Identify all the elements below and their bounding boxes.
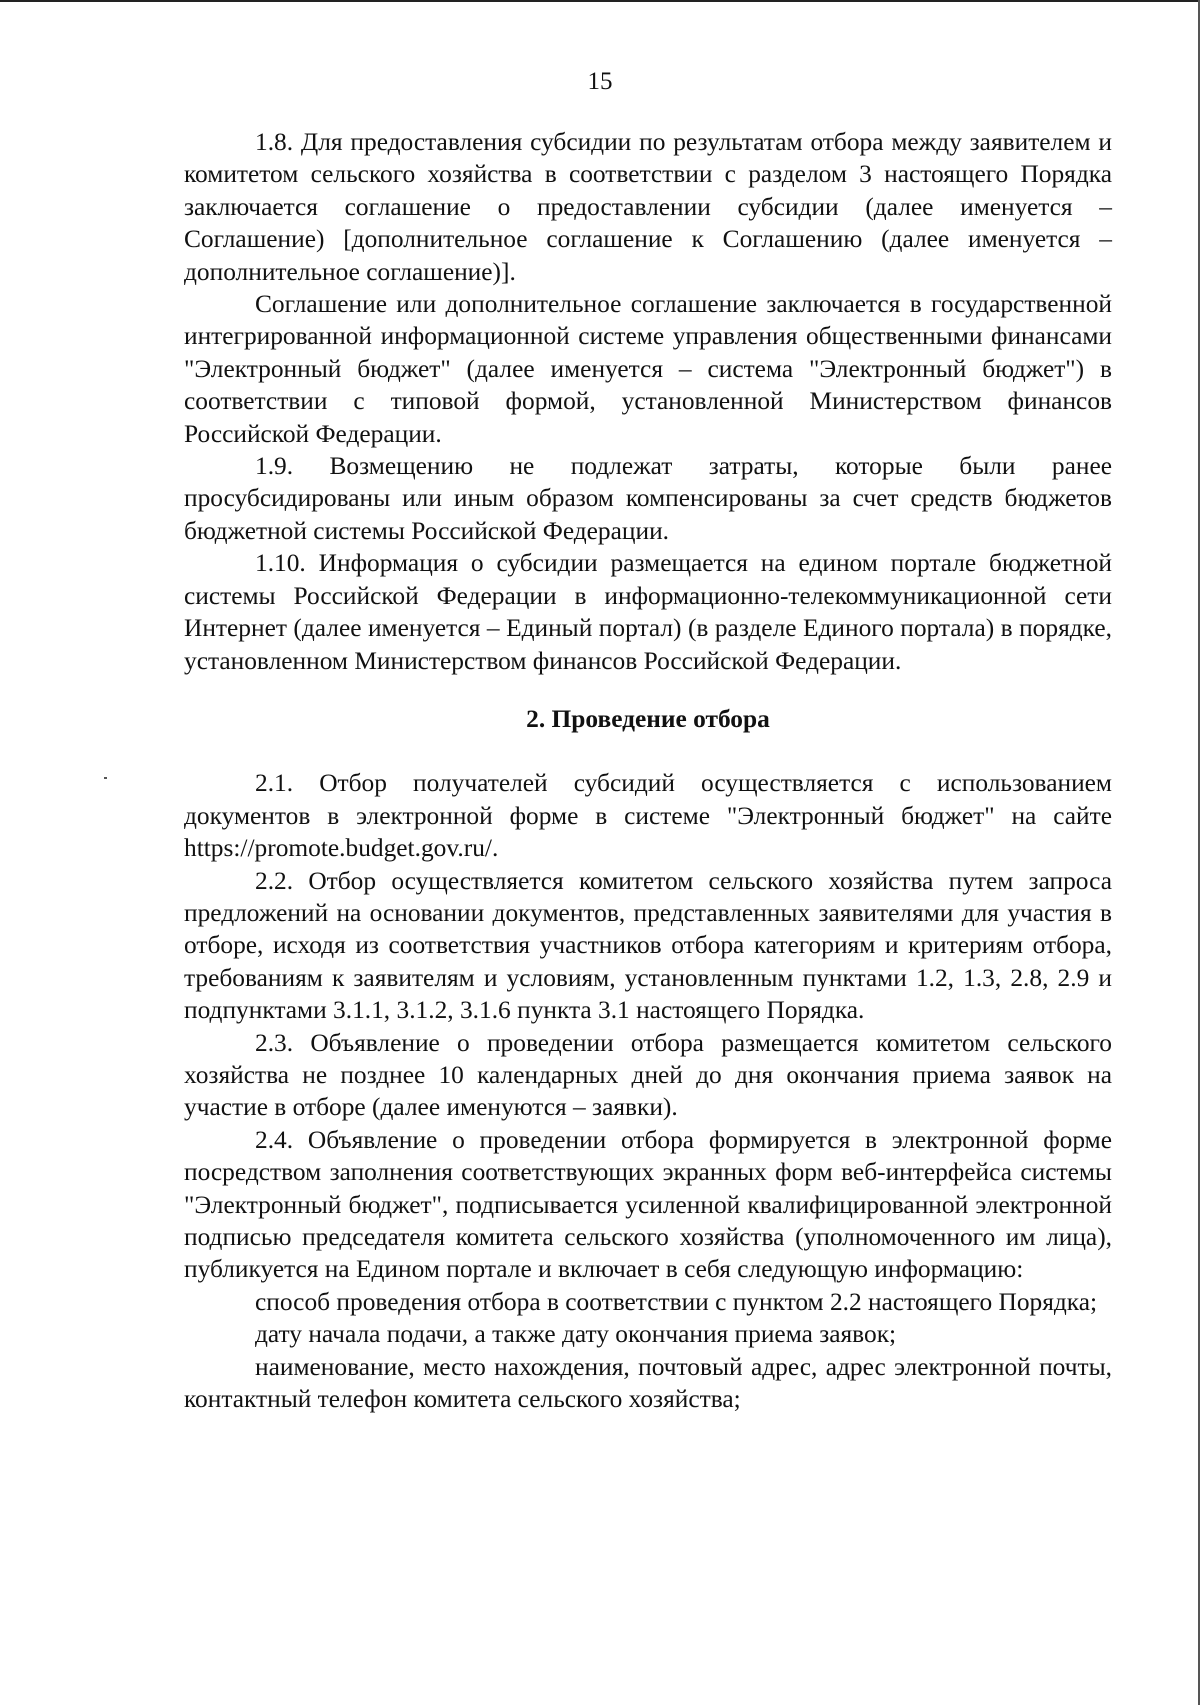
paragraph-agreement: Соглашение или дополнительное соглашение заключается в государственной интегрированной информационной системе управления общественными финансами "Электронный бюджет" (далее именуется – система "Электронный бюджет") в соответствии с типовой формой, установленной Министерством финансов Российской Федерации.: [184, 290, 1112, 448]
document-body: [184, 126, 1112, 1415]
paragraph-2-1: 2.1. Отбор получателей субсидий осуществляется с использованием документов в электронной форме в системе "Электронный бюджет" на сайте https://promote.budget.gov.ru/.: [184, 769, 1112, 863]
paragraph-1-10: 1.10. Информация о субсидии размещается на едином портале бюджетной системы Российской Федерации в информационно-телекоммуникационной сети Интернет (далее именуется – Единый портал) (в разделе Единого портала) в порядке, установленном Министерством финансов Российской Федерации.: [184, 549, 1112, 675]
paragraph-1-8: 1.8. Для предоставления субсидии по результатам отбора между заявителем и комитетом сельского хозяйства в соответствии с разделом 3 настоящего Порядка заключается соглашение о предоставлении субсидии (далее именуется – Соглашение) [дополнительное соглашение к Соглашению (далее именуется – дополнительное соглашение)].: [184, 128, 1112, 286]
paragraph-2-4: 2.4. Объявление о проведении отбора формируется в электронной форме посредством заполнения соответствующих экранных форм веб-интерфейса системы "Электронный бюджет", подписывается усиленной квалифицированной электронной подписью председателя комитета сельского хозяйства (уполномоченного им лица), публикуется на Едином портале и включает в себя следующую информацию:: [184, 1125, 1112, 1284]
list-item-contacts: наименование, место нахождения, почтовый адрес, адрес электронной почты, контактный телефон комитета сельского хозяйства;: [184, 1352, 1112, 1414]
paragraph-1-9: 1.9. Возмещению не подлежат затраты, которые были ранее просубсидированы или иным образом компенсированы за счет средств бюджетов бюджетной системы Российской Федерации.: [184, 452, 1112, 545]
scan-speck: [104, 777, 107, 779]
section-heading: 2. Проведение отбора: [526, 704, 770, 733]
scan-border-top: [0, 0, 1200, 2]
paragraph-2-2: 2.2. Отбор осуществляется комитетом сельского хозяйства путем запроса предложений на основании документов, представленных заявителями для участия в отборе, исходя из соответствия участников отбора категориям и критериям отбора, требованиям к заявителям и условиям, установленным пунктами 1.2, 1.3, 2.8, 2.9 и подпунктами 3.1.1, 3.1.2, 3.1.6 пункта 3.1 настоящего Порядка.: [184, 866, 1112, 1025]
list-item-selection-method: способ проведения отбора в соответствии с пунктом 2.2 настоящего Порядка;: [255, 1287, 1098, 1316]
paragraph-2-3: 2.3. Объявление о проведении отбора размещается комитетом сельского хозяйства не позднее 10 календарных дней до дня окончания приема заявок на участие в отборе (далее именуются – заявки).: [184, 1028, 1112, 1122]
page-number: 15: [587, 68, 613, 95]
list-item-dates: дату начала подачи, а также дату окончания приема заявок;: [255, 1320, 897, 1349]
